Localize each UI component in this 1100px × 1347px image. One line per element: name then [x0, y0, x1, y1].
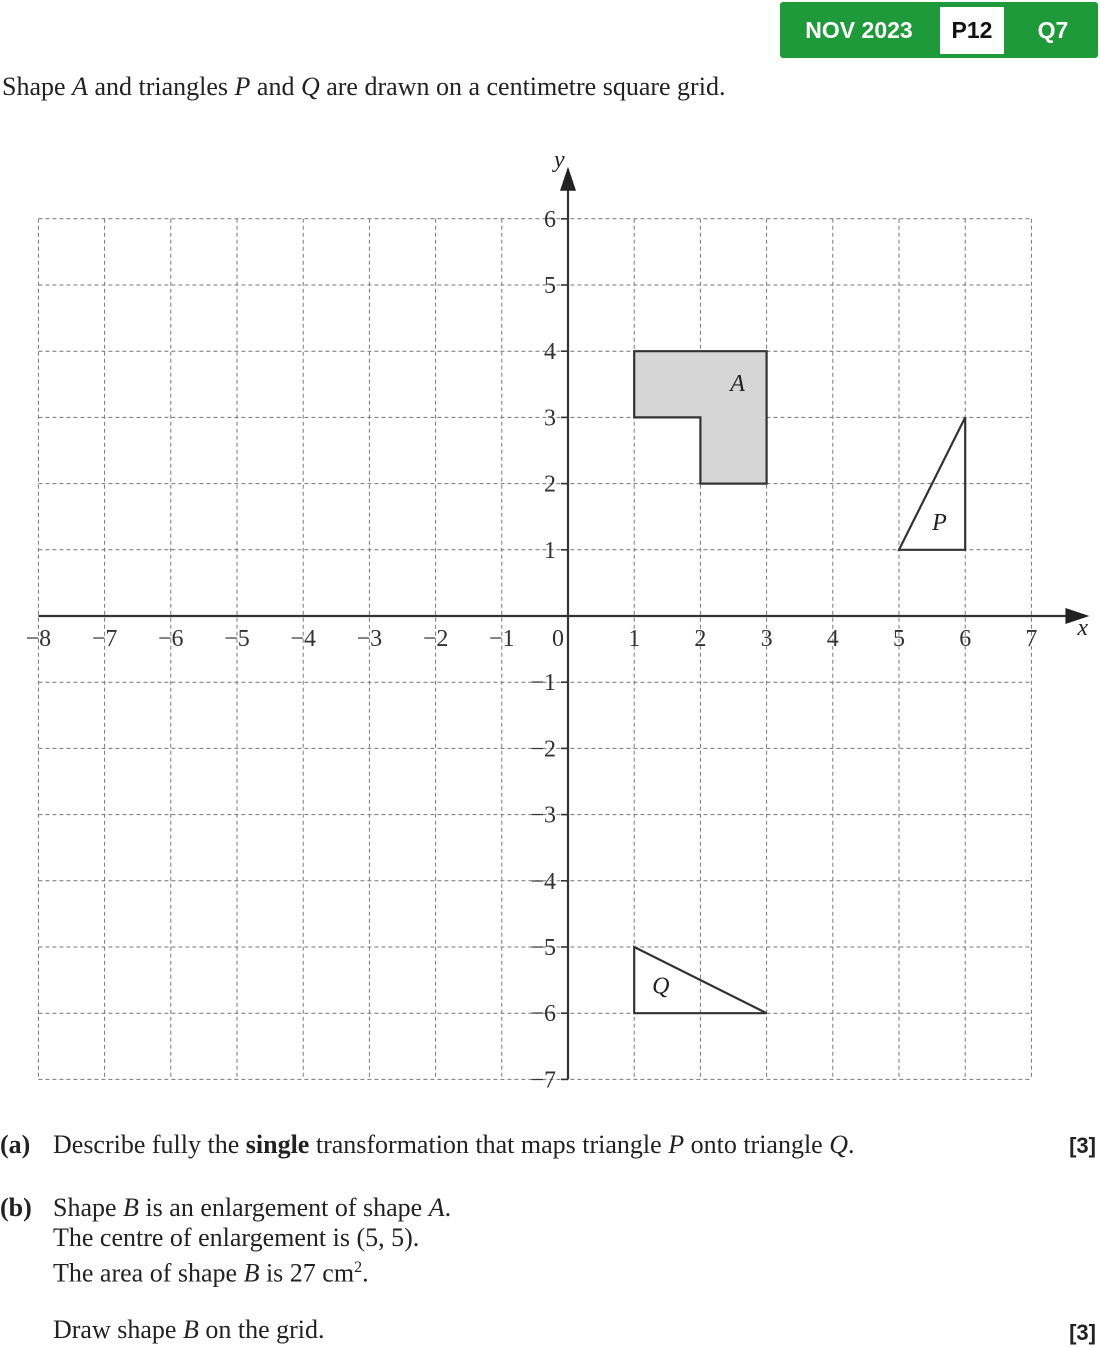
x-tick-label: −8 — [25, 626, 52, 652]
badge-paper: P12 — [940, 7, 1004, 54]
x-tick-label: 2 — [694, 626, 707, 652]
y-tick-label: −7 — [530, 1067, 556, 1094]
part-b-question: (b) Shape B is an enlargement of shape A. The centre of enlargement is (5, 5). The area of shape B is 27 $cm^2$. — [0, 1193, 452, 1288]
part-a-question: (a) Describe fully the single transformation that maps triangle P onto triangle Q. — [0, 1130, 855, 1159]
x-tick-label: 5 — [893, 626, 905, 652]
part-a-label: (a) — [0, 1130, 31, 1159]
y-tick-label: −1 — [530, 670, 556, 697]
y-tick-label: −6 — [530, 1001, 556, 1028]
enlargement-centre: The centre of enlargement is (5, 5). — [53, 1223, 420, 1252]
x-tick-label: 6 — [959, 626, 972, 652]
shape-a-label: A — [730, 370, 745, 397]
x-tick-label: 1 — [628, 626, 641, 652]
enlargement-area: The area of shape B is 27 $cm^2$. — [53, 1258, 369, 1288]
part-b-marks: [3] — [1069, 1320, 1096, 1345]
y-tick-label: −2 — [530, 736, 556, 763]
coordinate-grid[interactable] — [0, 140, 1100, 1100]
part-b-label: (b) — [0, 1193, 32, 1222]
y-tick-label: 2 — [544, 471, 556, 498]
x-tick-label: 3 — [760, 626, 773, 652]
shape-a[interactable] — [634, 351, 766, 483]
y-tick-label: 1 — [544, 537, 556, 564]
x-tick-label: −5 — [224, 626, 250, 652]
y-tick-label: −5 — [530, 935, 556, 961]
part-b-instruction: Draw shape B on the grid. — [53, 1315, 325, 1344]
triangle-q-label: Q — [652, 973, 670, 1000]
x-tick-label: −6 — [158, 626, 184, 652]
x-axis-label: x — [1077, 615, 1089, 641]
y-tick-label: 3 — [544, 405, 556, 432]
x-tick-label: 7 — [1025, 626, 1038, 652]
x-tick-label: 4 — [826, 626, 839, 652]
y-tick-label: 4 — [544, 339, 556, 366]
y-tick-label: 5 — [544, 273, 556, 299]
x-tick-label: −7 — [91, 626, 118, 652]
intro-text: Shape A and triangles P and Q are drawn on a centimetre square grid. — [2, 72, 726, 101]
y-tick-label: −3 — [530, 802, 556, 829]
y-tick-label: −4 — [530, 868, 556, 895]
x-tick-label: −3 — [356, 626, 383, 652]
y-tick-label: 6 — [544, 206, 556, 233]
question-badge — [780, 2, 1098, 58]
y-axis-label: y — [554, 146, 565, 173]
x-tick-label: −4 — [290, 626, 316, 652]
badge-session: NOV 2023 — [805, 17, 913, 43]
part-a-marks: [3] — [1069, 1133, 1096, 1158]
badge-question: Q7 — [1037, 17, 1069, 43]
x-tick-label: −2 — [422, 626, 449, 652]
x-tick-label: −1 — [489, 626, 515, 652]
triangle-p-label: P — [932, 509, 947, 536]
x-tick-label: 0 — [552, 626, 564, 652]
